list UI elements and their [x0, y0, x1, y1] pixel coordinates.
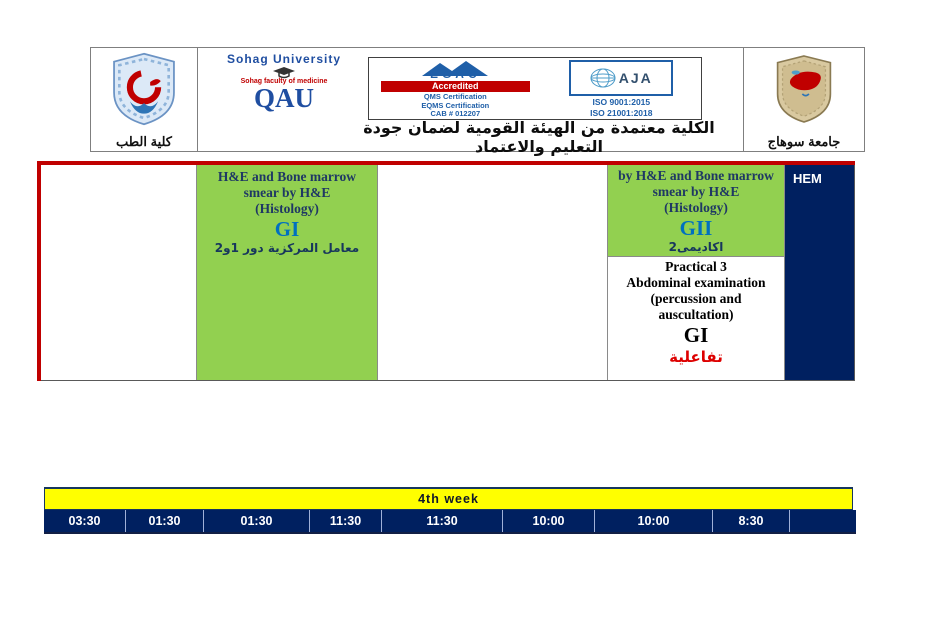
- aja-iso-line: ISO 21001:2018: [590, 108, 653, 118]
- session-venue: اكاديمى2: [668, 240, 724, 254]
- session-line: H&E and Bone marrow: [217, 169, 357, 184]
- session-group-label: GII: [679, 216, 713, 240]
- grad-cap-icon: [208, 66, 360, 78]
- week-banner: 4th week: [44, 487, 853, 510]
- time-cell: 8:30: [713, 510, 790, 532]
- empty-cell-left: [41, 165, 197, 380]
- time-cell: 03:30: [44, 510, 126, 532]
- qau-faculty-name: Sohag faculty of medicine: [240, 78, 328, 85]
- session-line: (Histology): [255, 201, 319, 216]
- egac-cert-line: QMS Certification: [423, 92, 487, 101]
- time-cell-empty: [790, 510, 856, 532]
- time-cell: 10:00: [595, 510, 713, 532]
- gii-practical-column: [608, 165, 785, 380]
- faculty-emblem-icon: [108, 52, 180, 126]
- university-logo-cell: [743, 48, 864, 151]
- qau-acronym: QAU: [254, 83, 314, 113]
- session-line: by H&E and Bone marrow: [618, 168, 774, 183]
- egac-logo: [369, 58, 542, 119]
- gii-session-cell: [608, 165, 784, 257]
- practical-session-cell: [608, 257, 784, 380]
- session-line: Abdominal examination: [626, 275, 766, 290]
- session-line: (percussion and auscultation): [650, 291, 742, 322]
- aja-frame: [569, 60, 673, 96]
- faculty-caption: كلية الطب: [116, 134, 172, 149]
- hem-cell: HEM: [785, 165, 854, 380]
- faculty-logo-cell: [91, 48, 198, 151]
- session-mode: تفاعلية: [669, 348, 723, 366]
- egac-accredited-banner: Accredited: [381, 81, 529, 92]
- timetable-row: [41, 165, 855, 381]
- aja-iso-line: ISO 9001:2015: [592, 97, 651, 107]
- session-line: smear by H&E: [243, 185, 331, 200]
- session-group-label: GI: [274, 217, 300, 241]
- university-caption: جامعة سوهاج: [767, 134, 841, 149]
- header-center-cell: [198, 48, 743, 156]
- egac-cert-line: EQMS Certification: [421, 100, 490, 110]
- certification-box: [368, 57, 702, 120]
- gi-session-cell: [197, 165, 378, 380]
- time-header-row: [44, 510, 856, 534]
- session-line: Practical 3: [665, 259, 727, 274]
- egac-acronym: EGAC: [429, 67, 481, 81]
- timetable: [37, 161, 855, 381]
- time-cell: 11:30: [382, 510, 503, 532]
- empty-cell-middle: [378, 165, 608, 380]
- qau-logo: [208, 52, 360, 112]
- aja-logo: [542, 58, 701, 119]
- time-cell: 01:30: [204, 510, 310, 532]
- accreditation-statement: الكلية معتمدة من الهيئة القومية لضمان جودة التعليم والاعتماد: [363, 118, 715, 156]
- header: [90, 47, 865, 156]
- egac-cert-line: CAB # 012207: [430, 109, 481, 118]
- qau-university-name: Sohag University: [226, 52, 342, 66]
- session-group-label: GI: [683, 323, 709, 347]
- session-line: (Histology): [664, 200, 728, 215]
- time-cell: 01:30: [126, 510, 204, 532]
- session-line: smear by H&E: [652, 184, 740, 199]
- university-emblem-icon: [771, 52, 837, 126]
- time-cell: 11:30: [310, 510, 382, 532]
- time-cell: 10:00: [503, 510, 595, 532]
- aja-globe-icon: [590, 65, 616, 91]
- aja-acronym: AJA: [618, 70, 653, 86]
- session-venue: معامل المركزية دور 1و2: [214, 241, 360, 255]
